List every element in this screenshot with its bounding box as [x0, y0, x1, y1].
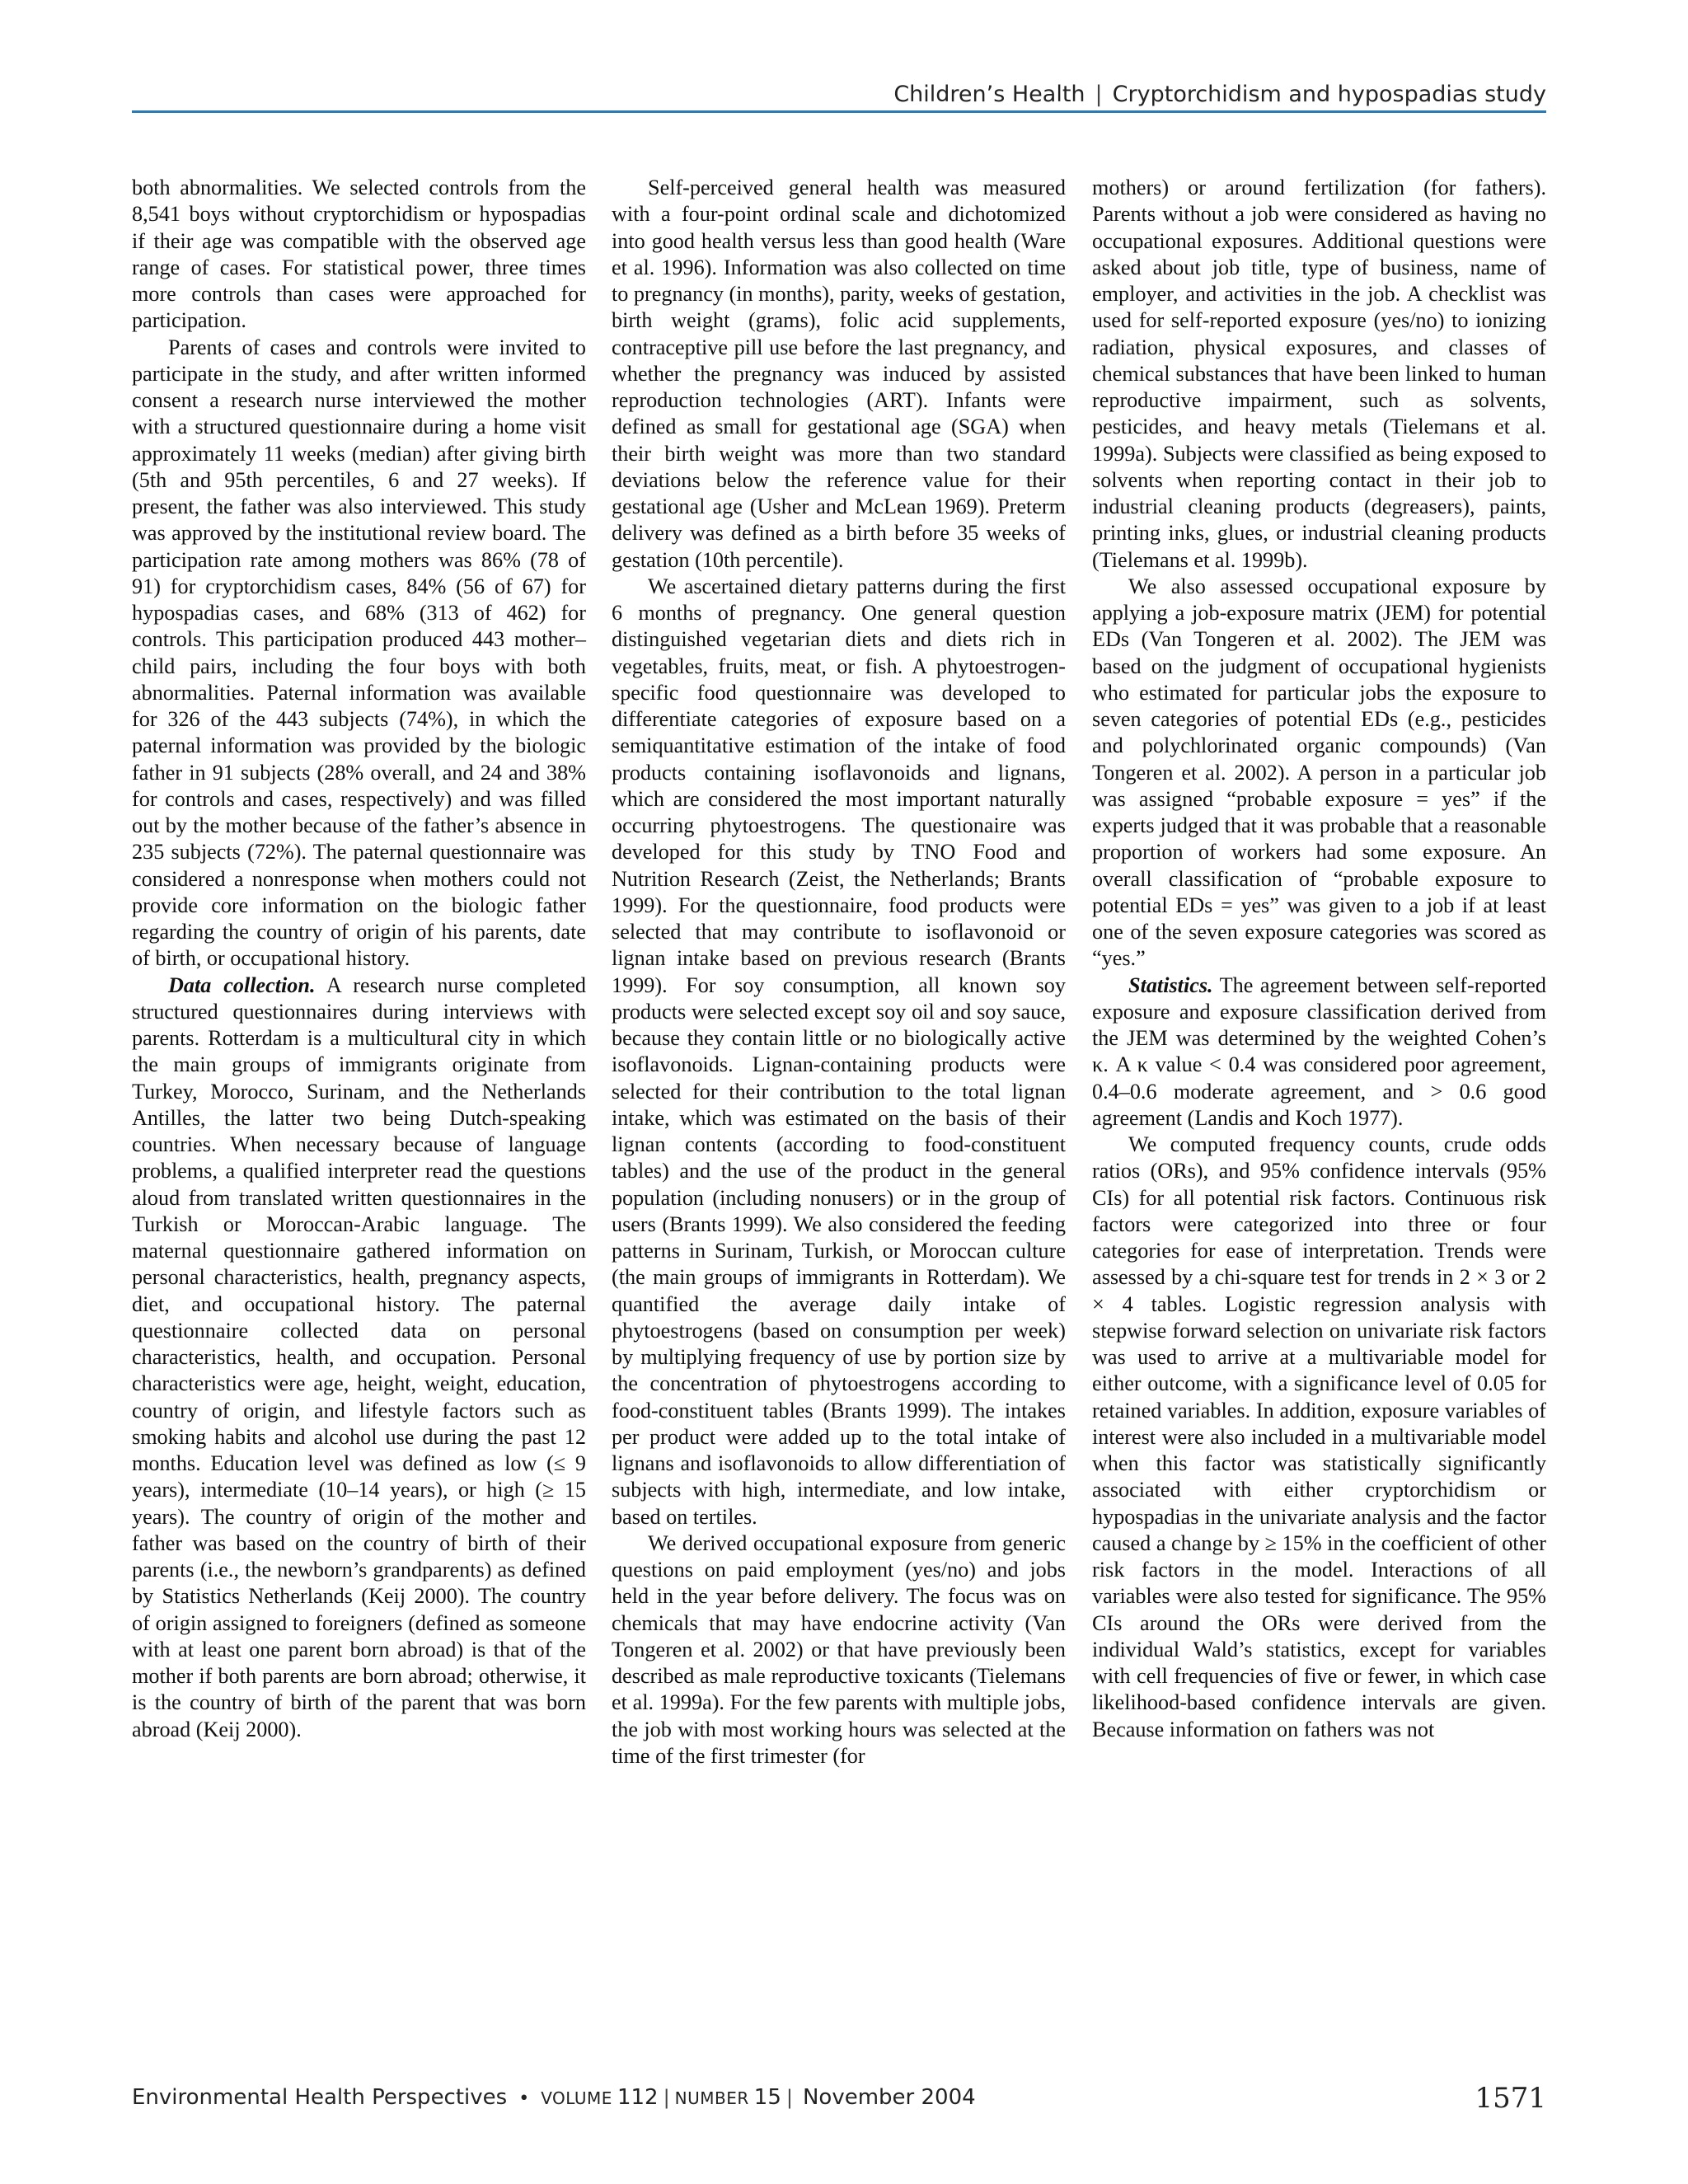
- paragraph: both abnormalities. We selected controls from the 8,541 boys without cryptorchidism or hypospadias if their age was compatible with the observed age range of cases. For statistical power, three times more controls than cases were approached for participation.: [132, 176, 586, 333]
- paragraph: Self-perceived general health was measured with a four-point ordinal scale and dichotomized into good health versus less than good health (Ware et al. 1996). Information was also collected on time to pregnancy (in months), parity, weeks of gestation, birth weight (grams), folic acid supplements, contraceptive pill use before the last pregnancy, and whether the pregnancy was induced by assisted reproduction technologies (ART). Infants were defined as small for gestational age (SGA) when their birth weight was more than two standard deviations below the reference value for their gestational age (Usher and McLean 1969). Preterm delivery was defined as a birth before 35 weeks of gestation (10th percentile).: [612, 176, 1067, 572]
- paragraph: We ascertained dietary patterns during the first 6 months of pregnancy. One general question distinguished vegetarian diets and diets rich in vegetables, fruits, meat, or fish. A phytoestrogen-specific food questionnaire was developed to differentiate categories of exposure based on a semiquantitative estimation of the intake of food products containing isoflavonoids and lignans, which are considered the most important naturally occurring phytoestrogens. The questionaire was developed for this study by TNO Food and Nutrition Research (Zeist, the Netherlands; Brants 1999). For the questionnaire, food products were selected that may contribute to isoflavonoid or lignan intake based on previous research (Brants 1999). For soy consumption, all known soy products were selected except soy oil and soy sauce, because they contain little or no biologically active isoflavonoids. Lignan-containing products were selected for their contribution to the total lignan intake, which was estimated on the basis of their lignan contents (according to food-constituent tables) and the use of the product in the general population (including nonusers) or in the group of users (Brants 1999). We also considered the feeding patterns in Surinam, Turkish, or Moroccan culture (the main groups of immigrants in Rotterdam). We quantified the average daily intake of phytoestrogens (based on consumption per week) by multiplying frequency of use by portion size by the concentration of phytoestrogens according to food-constituent tables (Brants 1999). The intakes per product were added up to the total intake of lignans and isoflavonoids to allow differentiation of subjects with high, intermediate, and low intake, based on tertiles.: [612, 574, 1066, 1529]
- paragraph: We computed frequency counts, crude odds ratios (ORs), and 95% confidence intervals (95% CIs) for all potential risk factors. Continuous risk factors were categorized into three or four categories for ease of interpretation. Trends were assessed by a chi-square test for trends in 2 × 3 or 2 × 4 tables. Logistic regression analysis with stepwise forward selection on univariate risk factors was used to arrive at a multivariable model for either outcome, with a significance level of 0.05 for retained variables. In addition, exposure variables of interest were also included in a multivariable model when this factor was statistically significantly associated with either cryptorchidism or hypospadias in the univariate analysis and the factor caused a change by ≥ 15% in the coefficient of other risk factors in the model. Interactions of all variables were also tested for significance. The 95% CIs around the ORs were derived from the individual Wald’s statistics, except for variables with cell frequencies of five or fewer, in which case likelihood-based confidence intervals are given. Because information on fathers was not: [1092, 1132, 1546, 1741]
- footer-bar: |: [785, 2086, 793, 2109]
- page-number: 1571: [1475, 2082, 1546, 2115]
- journal-name: Environmental Health Perspectives: [132, 2085, 508, 2110]
- paragraph-text: The agreement between self-reported exposure and exposure classification derived from the JEM was determined by the weighted Cohen’s κ. A κ value < 0.4 was considered poor agreement, 0.4–0.6 moderate agreement, and > 0.6 good agreement (Landis and Koch 1977).: [1092, 972, 1546, 1130]
- footer-bullet: •: [518, 2088, 530, 2109]
- paragraph: mothers) or around fertilization (for fathers). Parents without a job were considered as having no occupational exposures. Additional questions were asked about job title, type of business, name of employer, and activities in the job. A checklist was used for self-reported exposure (yes/no) to ionizing radiation, physical exposures, and classes of chemical substances that have been linked to human reproductive impairment, such as solvents, pesticides, and heavy metals (Tielemans et al. 1999a). Subjects were classified as being exposed to solvents when reporting contact in their job to industrial cleaning products (degreasers), paints, printing inks, glues, or industrial cleaning products (Tielemans et al. 1999b).: [1092, 176, 1546, 572]
- text-column-3: [1092, 175, 1546, 1743]
- running-head: [132, 81, 1546, 109]
- paragraph: We also assessed occupational exposure by applying a job-exposure matrix (JEM) for potential EDs (Van Tongeren et al. 2002). The JEM was based on the judgment of occupational hygienists who estimated for particular jobs the exposure to seven categories of potential EDs (e.g., pesticides and polychlorinated organic compounds) (Van Tongeren et al. 2002). A person in a particular job was assigned “probable exposure = yes” if the experts judged that it was probable that a reasonable proportion of workers had some exposure. An overall classification of “probable exposure to potential EDs = yes” was given to a job if at least one of the seven exposure categories was scored as “yes.”: [1092, 574, 1546, 971]
- section-heading-statistics: Statistics.: [1128, 972, 1213, 997]
- issue-number: 15: [753, 2085, 781, 2110]
- header-rule: [132, 110, 1546, 113]
- section-title: Children’s Health: [893, 82, 1085, 107]
- paragraph: [1092, 972, 1546, 1132]
- paragraph: [132, 972, 586, 1743]
- text-column-1: [132, 175, 586, 1743]
- footer-bar: |: [663, 2086, 670, 2109]
- paragraph-text: A research nurse completed structured questionnaires during interviews with parents. Rotterdam is a multicultural city in which the main groups of immigrants originate from Turkey, Morocco, Surinam, and the Netherlands Antilles, the latter two being Dutch-speaking countries. When necessary because of language problems, a qualified interpreter read the questions aloud from translated written questionnaires in the Turkish or Moroccan-Arabic language. The maternal questionnaire gathered information on personal characteristics, health, pregnancy aspects, diet, and occupational history. The paternal questionnaire collected data on personal characteristics, health, and occupation. Personal characteristics were age, height, weight, education, country of origin, and lifestyle factors such as smoking habits and alcohol use during the past 12 months. Education level was defined as low (≤ 9 years), intermediate (10–14 years), or high (≥ 15 years). The country of origin of the mother and father was based on the country of birth of their parents (i.e., the newborn’s grandparents) as defined by Statistics Netherlands (Keij 2000). The country of origin assigned to foreigners (defined as someone with at least one parent born abroad) is that of the mother if both parents are born abroad; otherwise, it is the country of birth of the parent that was born abroad (Keij 2000).: [132, 972, 586, 1741]
- article-topic: Cryptorchidism and hypospadias study: [1112, 82, 1546, 107]
- paragraph: Parents of cases and controls were invited to participate in the study, and after written informed consent a research nurse interviewed the mother with a structured questionnaire during a home visit approximately 11 weeks (median) after giving birth (5th and 95th percentiles, 6 and 27 weeks). If present, the father was also interviewed. This study was approved by the institutional review board. The participation rate among mothers was 86% (78 of 91) for cryptorchidism cases, 84% (56 of 67) for hypospadias cases, and 68% (313 of 462) for controls. This participation produced 443 mother–child pairs, including the four boys with both abnormalities. Paternal information was available for 326 of the 443 subjects (74%), in which the paternal information was provided by the biologic father in 91 subjects (28% overall, and 24 and 38% for controls and cases, respectively) and was filled out by the mother because of the father’s absence in 235 subjects (72%). The paternal questionnaire was considered a nonresponse when mothers could not provide core information on the biologic father regarding the country of origin of his parents, date of birth, or occupational history.: [132, 335, 586, 971]
- volume-label: VOLUME: [541, 2088, 612, 2108]
- section-heading-data-collection: Data collection.: [168, 972, 316, 997]
- header-separator: |: [1095, 82, 1103, 107]
- volume-number: 112: [617, 2085, 659, 2110]
- text-column-2: [612, 175, 1066, 1769]
- issue-date: November 2004: [802, 2085, 976, 2110]
- issue-label: NUMBER: [674, 2088, 749, 2108]
- paragraph: We derived occupational exposure from generic questions on paid employment (yes/no) and jobs held in the year before delivery. The focus was on chemicals that may have endocrine activity (Van Tongeren et al. 2002) or that have previously been described as male reproductive toxicants (Tielemans et al. 1999a). For the few parents with multiple jobs, the job with most working hours was selected at the time of the first trimester (for: [612, 1530, 1066, 1768]
- page-footer: [132, 2082, 1546, 2118]
